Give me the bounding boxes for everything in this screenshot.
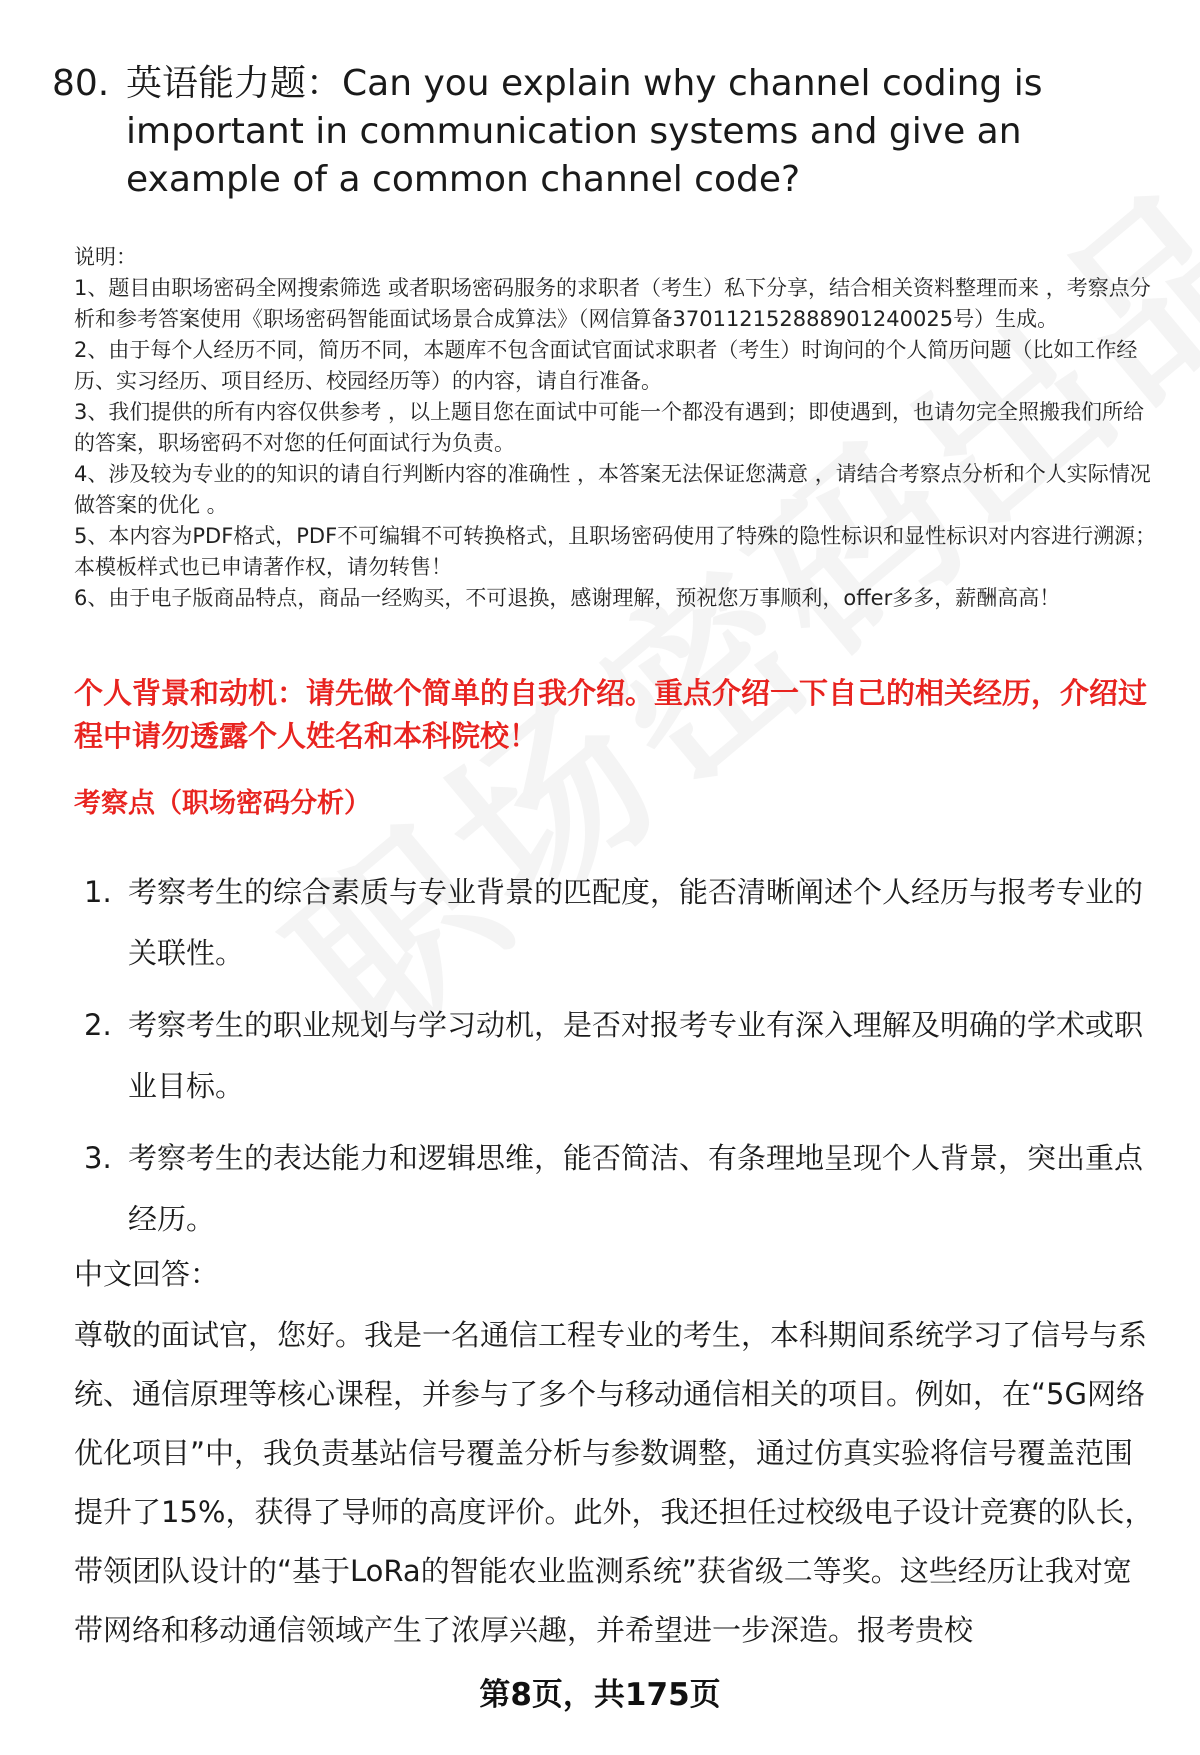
point-text: 考察考生的表达能力和逻辑思维，能否简洁、有条理地呈现个人背景，突出重点经历。	[128, 1141, 1144, 1236]
note-item: 3、我们提供的所有内容仅供参考 ，以上题目您在面试中可能一个都没有遇到；即使遇到，也请勿完全照搬我们所给的答案，职场密码不对您的任何面试行为负责。	[74, 400, 1145, 455]
point-text: 考察考生的职业规划与学习动机，是否对报考专业有深入理解及明确的学术或职业目标。	[128, 1008, 1144, 1103]
note-item: 2、由于每个人经历不同，简历不同，本题库不包含面试官面试求职者（考生）时询问的个人简历问题（比如工作经历、实习经历、项目经历、校园经历等）的内容，请自行准备。	[74, 338, 1138, 393]
section-title: 个人背景和动机：请先做个简单的自我介绍。重点介绍一下自己的相关经历，介绍过程中请勿透露个人姓名和本科院校！	[74, 676, 1148, 753]
note-item: 5、本内容为PDF格式，PDF不可编辑不可转换格式，且职场密码使用了特殊的隐性标识和显性标识对内容进行溯源；本模板样式也已申请著作权，请勿转售！	[74, 524, 1157, 579]
analysis-points	[84, 862, 1164, 1261]
point-number: 2.	[84, 1008, 112, 1042]
question-number: 80.	[52, 63, 110, 104]
analysis-heading: 考察点（职场密码分析）	[74, 788, 371, 819]
note-item: 4、涉及较为专业的的知识的请自行判断内容的准确性 ，本答案无法保证您满意 ，请结合考察点分析和个人实际情况做答案的优化 。	[74, 462, 1151, 517]
point-number: 1.	[84, 875, 112, 909]
note-item: 6、由于电子版商品特点，商品一经购买，不可退换，感谢理解，预祝您万事顺利，offer多多，薪酬高高！	[74, 586, 1061, 610]
analysis-point	[84, 1128, 1164, 1250]
disclaimer-notes	[74, 242, 1164, 614]
answer-text: 尊敬的面试官，您好。我是一名通信工程专业的考生，本科期间系统学习了信号与系统、通信原理等核心课程，并参与了多个与移动通信相关的项目。例如，在“5G网络优化项目”中，我负责基站信号覆盖分析与参数调整，通过仿真实验将信号覆盖范围提升了15%，获得了导师的高度评价。此外，我还担任过校级电子设计竞赛的队长，带领团队设计的“基于LoRa的智能农业监测系统”获省级二等奖。这些经历让我对宽带网络和移动通信领域产生了浓厚兴趣，并希望进一步深造。报考贵校	[74, 1318, 1154, 1647]
notes-heading: 说明：	[74, 245, 137, 269]
page-footer: 第8页，共175页	[479, 1677, 721, 1713]
note-item: 1、题目由职场密码全网搜索筛选 或者职场密码服务的求职者（考生）私下分享，结合相关资料整理而来 ，考察点分析和参考答案使用《职场密码智能面试场景合成算法》（网信算备370112152888901240025号）生成。	[74, 276, 1151, 331]
question-text: 英语能力题：Can you explain why channel coding is important in communication systems and give an example of a common channel code?	[126, 63, 1043, 200]
answer-label: 中文回答：	[74, 1257, 220, 1291]
point-text: 考察考生的综合素质与专业背景的匹配度，能否清晰阐述个人经历与报考专业的关联性。	[128, 875, 1144, 970]
analysis-point	[84, 862, 1164, 984]
analysis-point	[84, 995, 1164, 1117]
point-number: 3.	[84, 1141, 112, 1175]
